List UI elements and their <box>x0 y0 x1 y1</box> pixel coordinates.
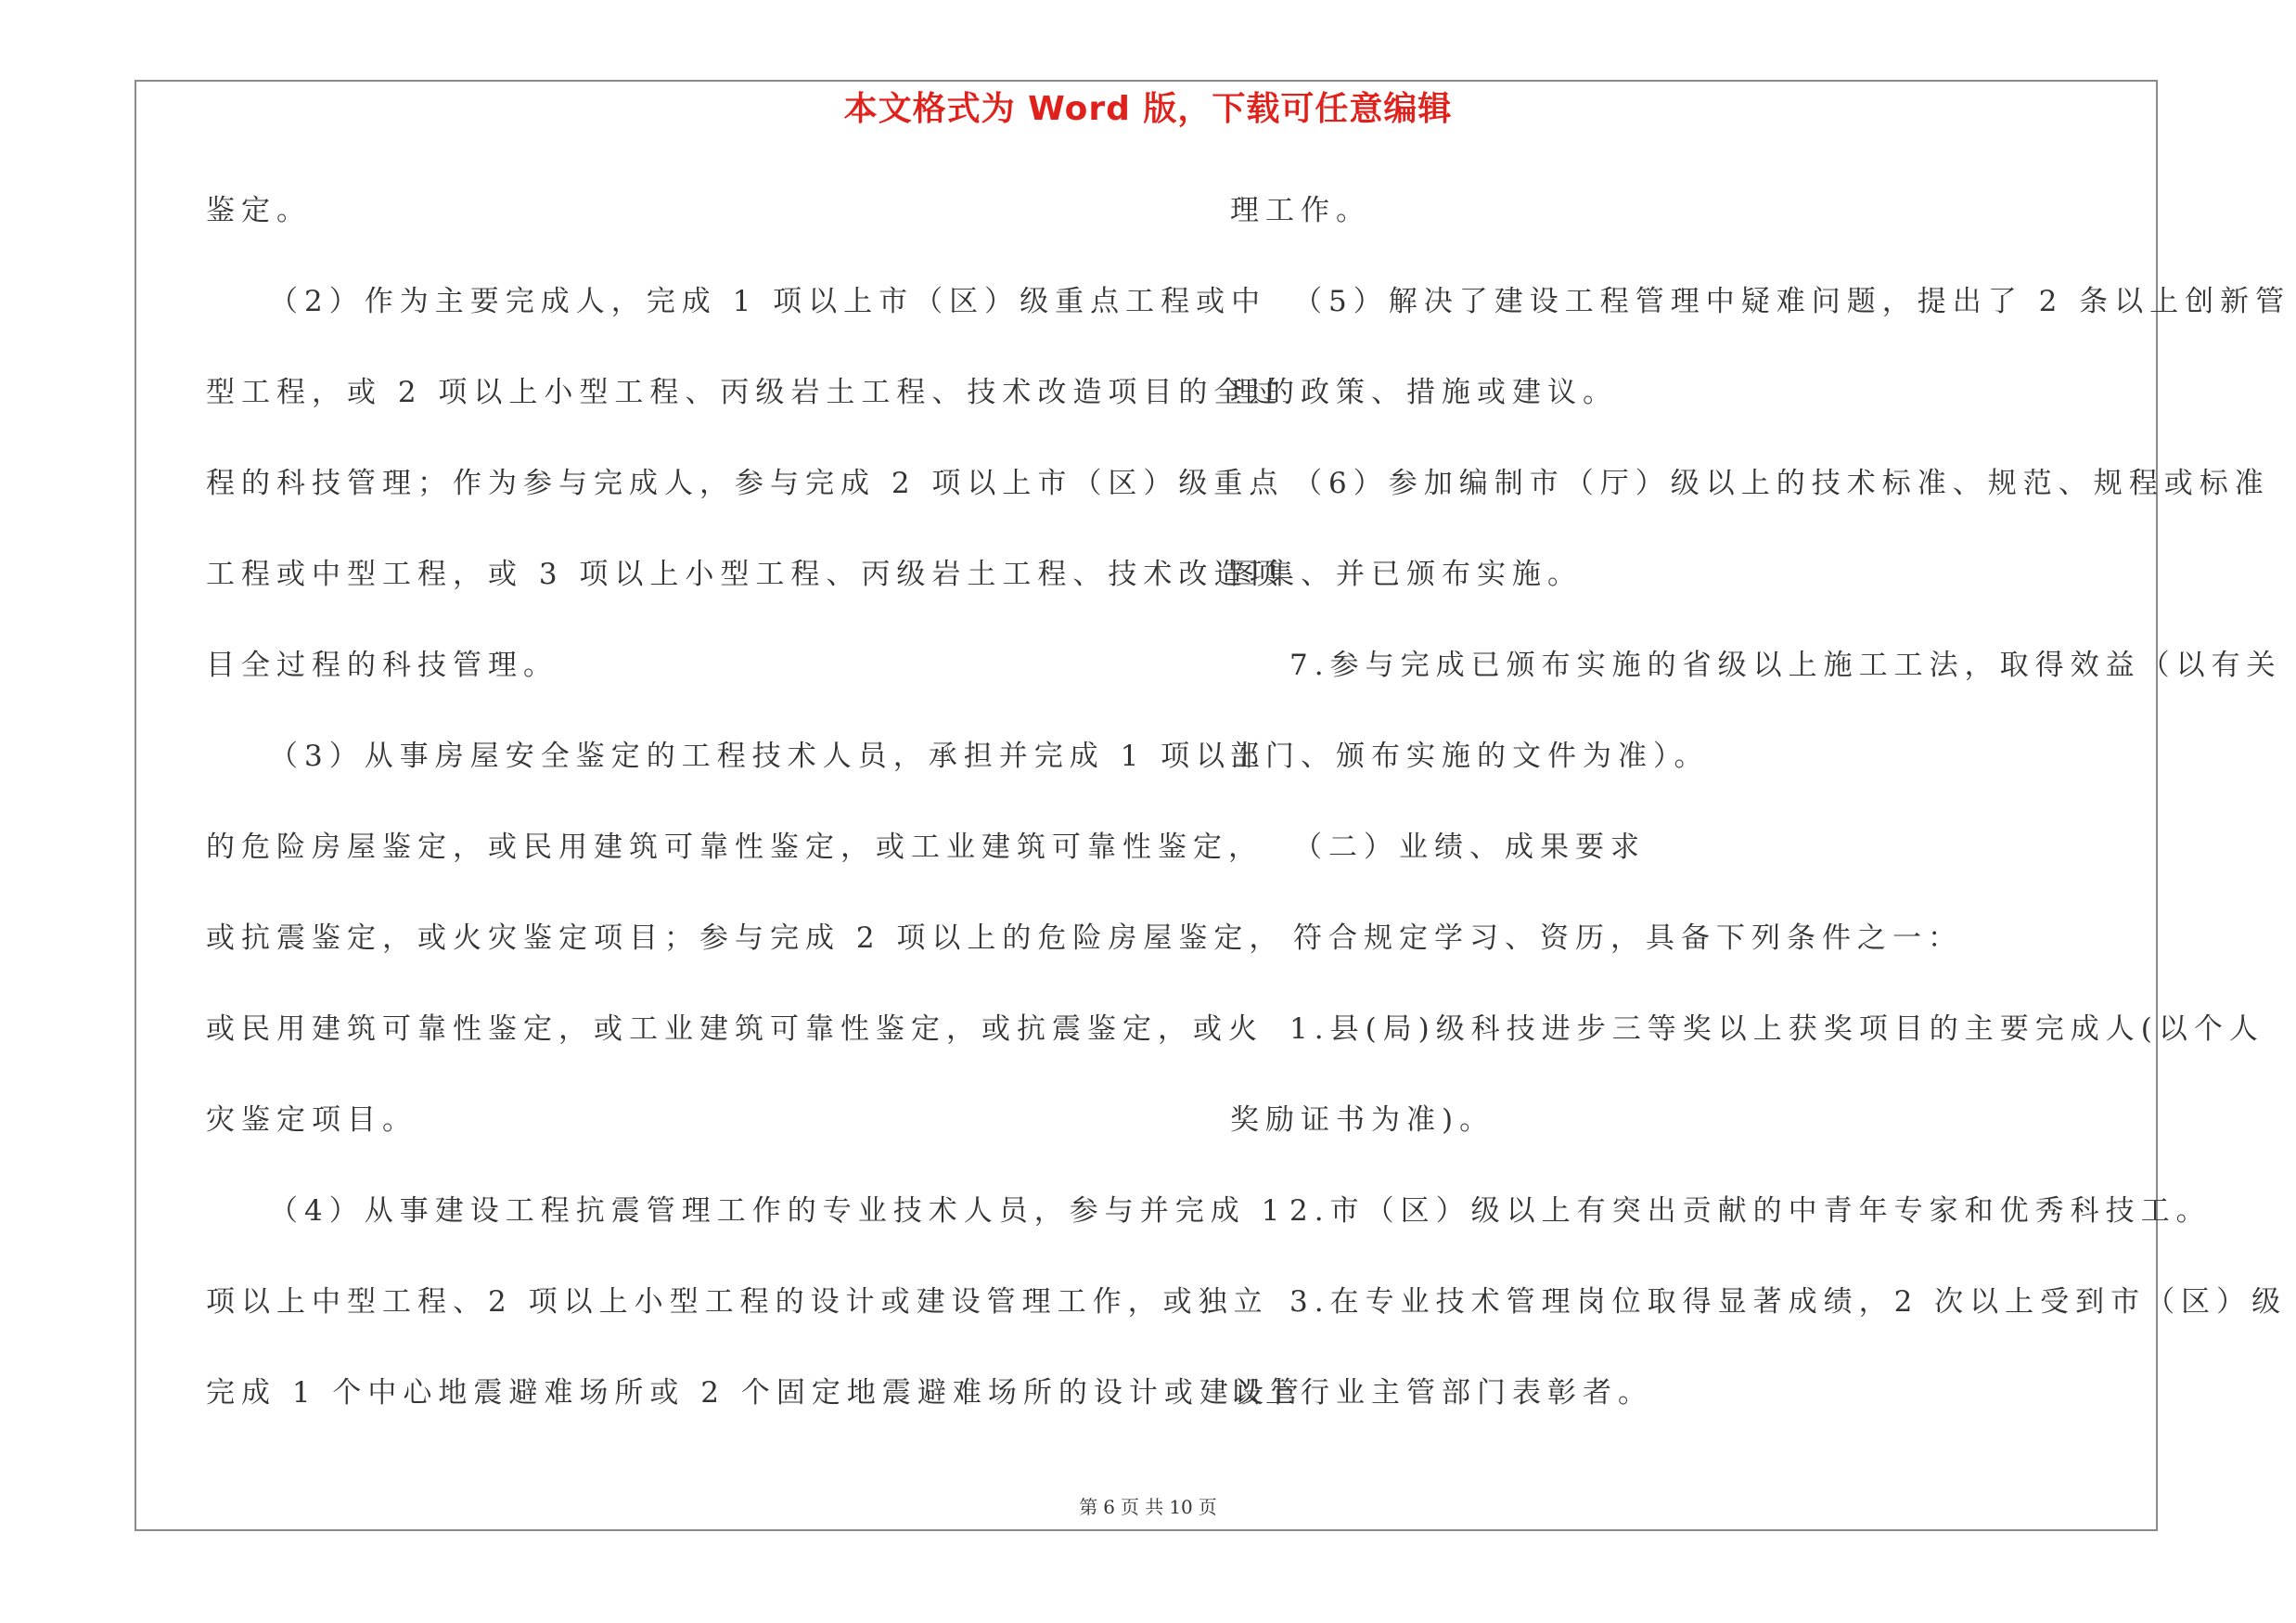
text-line: （4）从事建设工程抗震管理工作的专业技术人员，参与并完成 1 <box>269 1194 1287 1228</box>
text-line: 程的科技管理；作为参与完成人，参与完成 2 项以上市（区）级重点 <box>206 467 1285 500</box>
text-line: 项以上中型工程、2 项以上小型工程的设计或建设管理工作，或独立 <box>206 1285 1269 1319</box>
text-line: 鉴定。 <box>206 194 312 227</box>
text-line: 目全过程的科技管理。 <box>206 649 558 682</box>
text-line: 型工程，或 2 项以上小型工程、丙级岩土工程、技术改造项目的全过 <box>206 376 1285 409</box>
right-text-column <box>1230 184 2291 1457</box>
text-line: 2.市（区）级以上有突出贡献的中青年专家和优秀科技工。 <box>1289 1194 2212 1228</box>
text-line: 7.参与完成已颁布实施的省级以上施工工法，取得效益（以有关 <box>1289 649 2282 682</box>
text-line: 或民用建筑可靠性鉴定，或工业建筑可靠性鉴定，或抗震鉴定，或火 <box>206 1012 1263 1046</box>
text-line: （3）从事房屋安全鉴定的工程技术人员，承担并完成 1 项以上 <box>269 740 1267 773</box>
text-line: 或抗震鉴定，或火灾鉴定项目；参与完成 2 项以上的危险房屋鉴定， <box>206 921 1285 955</box>
text-line: （2）作为主要完成人，完成 1 项以上市（区）级重点工程或中 <box>269 285 1267 318</box>
text-line: 奖励证书为准)。 <box>1230 1103 1495 1137</box>
text-line: 3.在专业技术管理岗位取得显著成绩，2 次以上受到市（区）级 <box>1289 1285 2288 1319</box>
format-notice-banner: 本文格式为 Word 版，下载可任意编辑 <box>843 90 1453 128</box>
footer-middle: 页 共 <box>1120 1496 1164 1518</box>
text-line: 完成 1 个中心地震避难场所或 2 个固定地震避难场所的设计或建设管 <box>206 1376 1305 1410</box>
footer-suffix: 页 <box>1198 1496 1217 1518</box>
text-line: 部门、颁布实施的文件为准）。 <box>1230 740 1710 773</box>
text-line: 的危险房屋鉴定，或民用建筑可靠性鉴定，或工业建筑可靠性鉴定， <box>206 831 1263 864</box>
text-line: 灾鉴定项目。 <box>206 1103 417 1137</box>
total-page-count: 10 <box>1169 1496 1193 1518</box>
text-line: 1.县(局)级科技进步三等奖以上获奖项目的主要完成人(以个人 <box>1289 1012 2264 1046</box>
text-line: 以上行业主管部门表彰者。 <box>1230 1376 1653 1410</box>
text-line: （二）业绩、成果要求 <box>1293 831 1646 864</box>
text-line: （6）参加编制市（厅）级以上的技术标准、规范、规程或标准 <box>1293 467 2270 500</box>
text-line: 图集、并已颁布实施。 <box>1230 558 1583 591</box>
left-text-column <box>206 184 1305 1457</box>
footer-prefix: 第 <box>1079 1496 1098 1518</box>
text-line: 工程或中型工程，或 3 项以上小型工程、丙级岩土工程、技术改造项 <box>206 558 1285 591</box>
page-number-footer <box>0 1496 2296 1518</box>
text-line: （5）解决了建设工程管理中疑难问题，提出了 2 条以上创新管 <box>1293 285 2291 318</box>
text-line: 理的政策、措施或建议。 <box>1230 376 1618 409</box>
text-line: 理工作。 <box>1230 194 1371 227</box>
current-page-number: 6 <box>1103 1496 1115 1518</box>
text-line: 符合规定学习、资历，具备下列条件之一： <box>1293 921 1963 955</box>
